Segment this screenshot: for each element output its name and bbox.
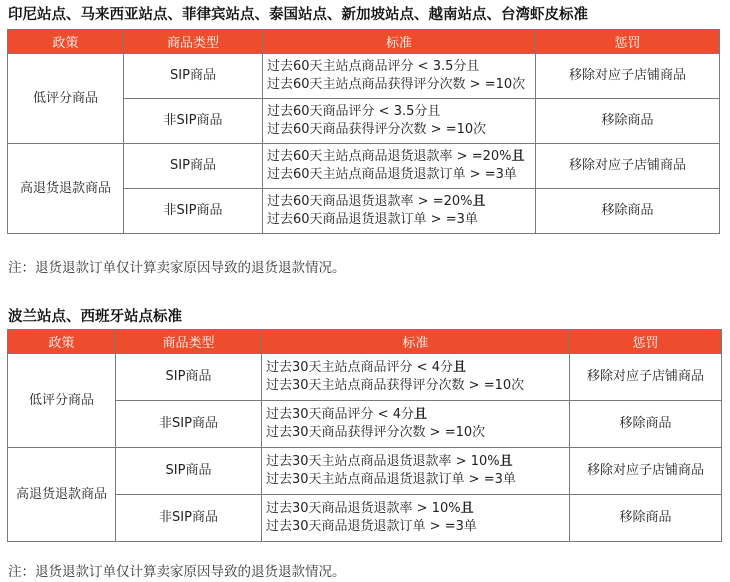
header-product-type: 商品类型 bbox=[124, 30, 263, 54]
table-header-row bbox=[8, 30, 720, 54]
penalty-cell: 移除商品 bbox=[570, 495, 722, 542]
section1-title: 印尼站点、马来西亚站点、菲律宾站点、泰国站点、新加坡站点、越南站点、台湾虾皮标准 bbox=[8, 7, 588, 23]
product-type-cell: SIP商品 bbox=[124, 54, 263, 99]
standard-cell: 过去30天主站点商品评分 < 4分且 过去30天主站点商品获得评分次数 > =10次 bbox=[262, 354, 570, 401]
header-penalty: 惩罚 bbox=[536, 30, 720, 54]
table-row bbox=[8, 144, 720, 189]
standard-cell: 过去60天主站点商品退货退款率 > =20%且 过去60天主站点商品退货退款订单 > =3单 bbox=[263, 144, 536, 189]
product-type-cell: SIP商品 bbox=[116, 354, 262, 401]
section2-title: 波兰站点、西班牙站点标准 bbox=[8, 309, 182, 325]
section2-note: 注：退货退款订单仅计算卖家原因导致的退货退款情况。 bbox=[8, 564, 346, 580]
policy-cell: 高退货退款商品 bbox=[8, 448, 116, 542]
section2-table bbox=[7, 329, 722, 542]
table-row bbox=[8, 54, 720, 99]
table-row bbox=[8, 354, 722, 401]
standard-cell: 过去30天商品退货退款率 > 10%且 过去30天商品退货退款订单 > =3单 bbox=[262, 495, 570, 542]
header-policy: 政策 bbox=[8, 30, 124, 54]
header-standard: 标准 bbox=[263, 30, 536, 54]
penalty-cell: 移除对应子店铺商品 bbox=[536, 54, 720, 99]
standard-cell: 过去30天主站点商品退货退款率 > 10%且 过去30天主站点商品退货退款订单 > =3单 bbox=[262, 448, 570, 495]
standard-cell: 过去60天商品评分 < 3.5分且 过去60天商品获得评分次数 > =10次 bbox=[263, 99, 536, 144]
table-row bbox=[8, 495, 722, 542]
policy-cell: 低评分商品 bbox=[8, 354, 116, 448]
header-penalty: 惩罚 bbox=[570, 330, 722, 354]
table-header-row bbox=[8, 330, 722, 354]
table-row bbox=[8, 448, 722, 495]
product-type-cell: SIP商品 bbox=[116, 448, 262, 495]
standard-cell: 过去60天商品退货退款率 > =20%且 过去60天商品退货退款订单 > =3单 bbox=[263, 189, 536, 234]
penalty-cell: 移除对应子店铺商品 bbox=[570, 354, 722, 401]
penalty-cell: 移除商品 bbox=[536, 99, 720, 144]
product-type-cell: 非SIP商品 bbox=[116, 495, 262, 542]
header-product-type: 商品类型 bbox=[116, 330, 262, 354]
penalty-cell: 移除对应子店铺商品 bbox=[570, 448, 722, 495]
section1-table bbox=[7, 29, 720, 234]
table-row bbox=[8, 401, 722, 448]
penalty-cell: 移除商品 bbox=[570, 401, 722, 448]
policy-cell: 高退货退款商品 bbox=[8, 144, 124, 234]
section1-note: 注：退货退款订单仅计算卖家原因导致的退货退款情况。 bbox=[8, 260, 346, 276]
standard-cell: 过去60天主站点商品评分 < 3.5分且 过去60天主站点商品获得评分次数 > =10次 bbox=[263, 54, 536, 99]
product-type-cell: 非SIP商品 bbox=[124, 99, 263, 144]
policy-cell: 低评分商品 bbox=[8, 54, 124, 144]
product-type-cell: 非SIP商品 bbox=[124, 189, 263, 234]
product-type-cell: SIP商品 bbox=[124, 144, 263, 189]
penalty-cell: 移除商品 bbox=[536, 189, 720, 234]
standard-cell: 过去30天商品评分 < 4分且 过去30天商品获得评分次数 > =10次 bbox=[262, 401, 570, 448]
header-policy: 政策 bbox=[8, 330, 116, 354]
header-standard: 标准 bbox=[262, 330, 570, 354]
product-type-cell: 非SIP商品 bbox=[116, 401, 262, 448]
penalty-cell: 移除对应子店铺商品 bbox=[536, 144, 720, 189]
